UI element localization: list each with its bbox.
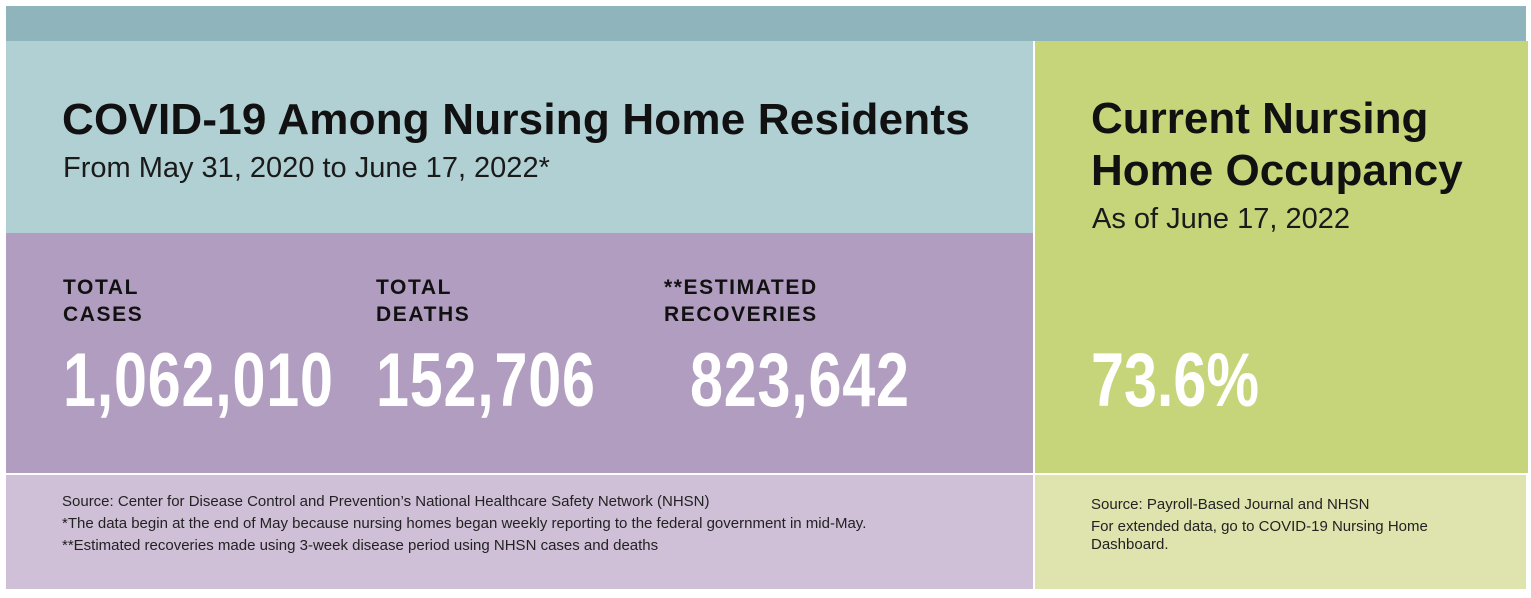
covid-header-panel bbox=[6, 41, 1033, 233]
top-bar bbox=[6, 6, 1526, 41]
covid-stats-panel bbox=[6, 233, 1033, 473]
estimated-recoveries-label: **ESTIMATED RECOVERIES bbox=[664, 276, 818, 326]
occupancy-panel bbox=[1033, 41, 1528, 473]
occupancy-footnotes-panel bbox=[1033, 473, 1526, 589]
total-cases-label: TOTAL CASES bbox=[63, 276, 144, 326]
infographic bbox=[6, 6, 1526, 589]
occupancy-footnotes bbox=[1091, 496, 1491, 558]
estimated-recoveries-value: 823,642 bbox=[690, 338, 910, 423]
covid-footnotes bbox=[62, 493, 982, 559]
occupancy-date: As of June 17, 2022 bbox=[1092, 203, 1350, 235]
total-deaths-value: 152,706 bbox=[376, 338, 596, 423]
occupancy-value: 73.6% bbox=[1091, 338, 1260, 423]
occupancy-dashboard-note: For extended data, go to COVID-19 Nursing Home Dashboard. bbox=[1091, 518, 1428, 553]
total-cases-value: 1,062,010 bbox=[63, 338, 334, 423]
covid-date-range: From May 31, 2020 to June 17, 2022* bbox=[63, 152, 550, 184]
data-start-note: *The data begin at the end of May because nursing homes began weekly reporting to the federal government in mid-May. bbox=[62, 515, 867, 532]
occupancy-title: Current Nursing Home Occupancy bbox=[1091, 94, 1463, 195]
occupancy-source-note: Source: Payroll-Based Journal and NHSN bbox=[1091, 496, 1370, 513]
recoveries-note: **Estimated recoveries made using 3-week disease period using NHSN cases and deaths bbox=[62, 537, 659, 554]
covid-title: COVID-19 Among Nursing Home Residents bbox=[62, 95, 970, 144]
total-deaths-label: TOTAL DEATHS bbox=[376, 276, 471, 326]
source-note: Source: Center for Disease Control and Prevention’s National Healthcare Safety Network (NHSN) bbox=[62, 493, 710, 510]
covid-footnotes-panel bbox=[6, 473, 1033, 589]
